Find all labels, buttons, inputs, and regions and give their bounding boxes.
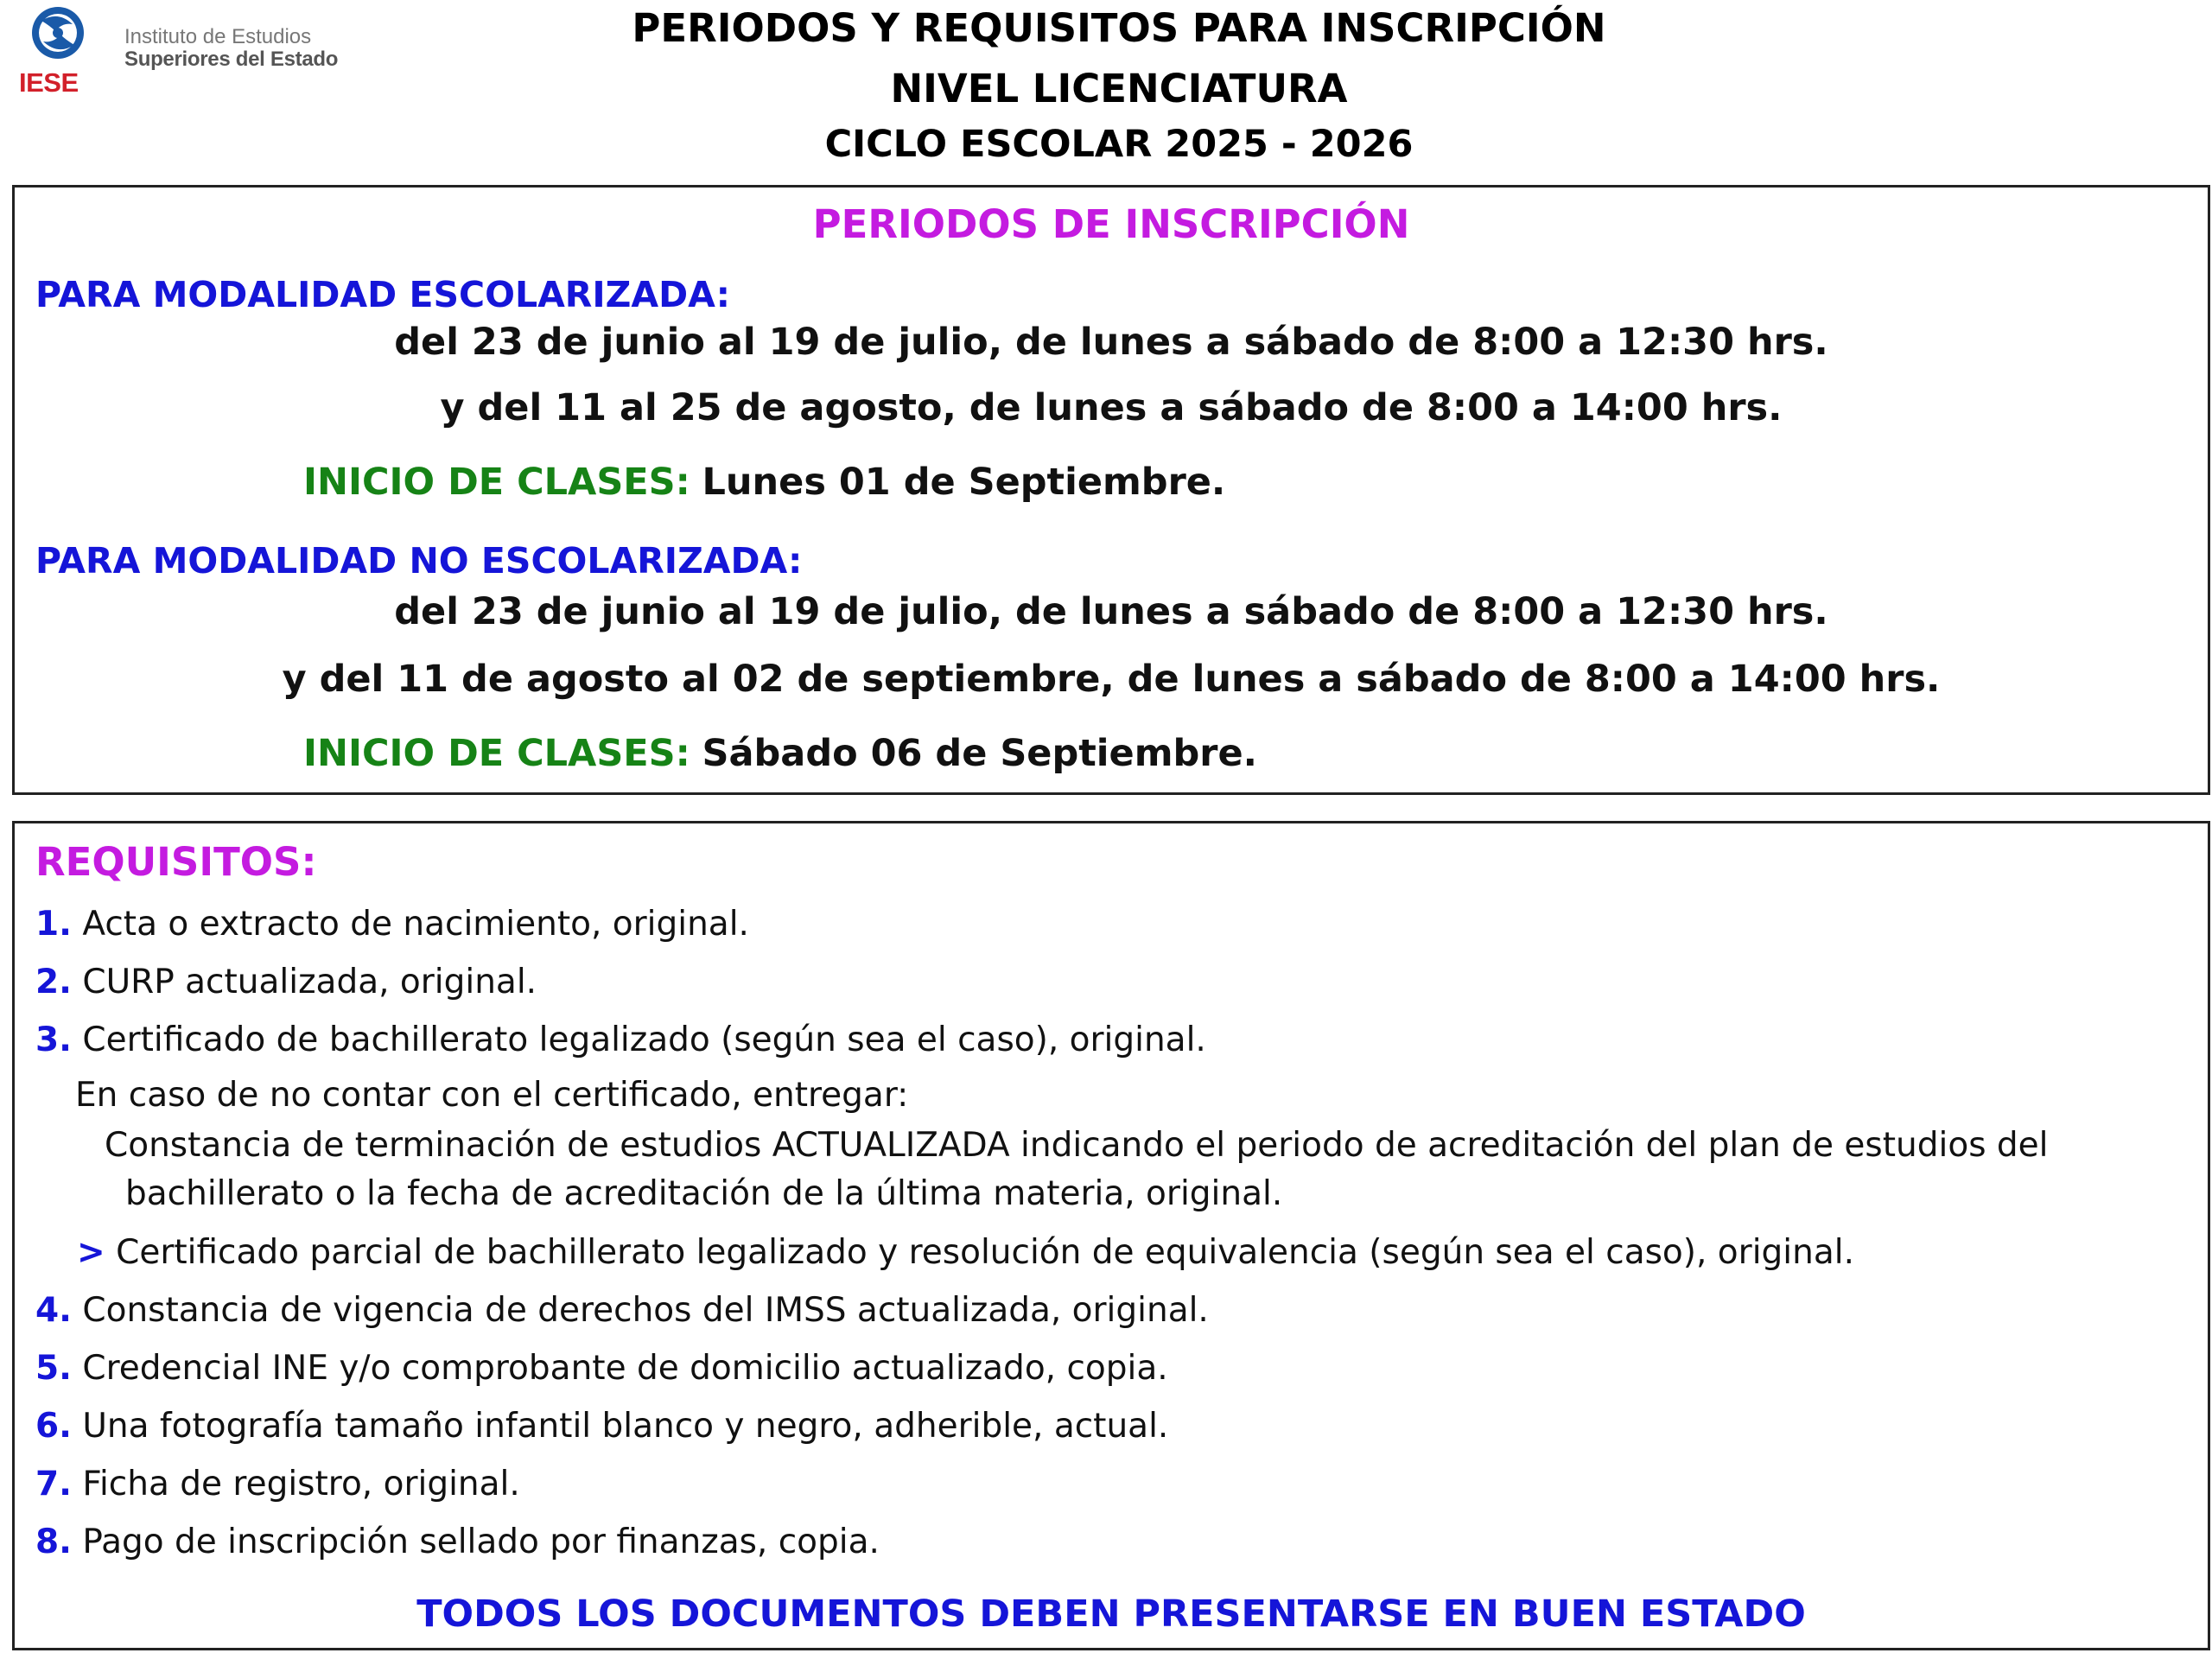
requirement-number: 3. — [35, 1020, 72, 1059]
requirement-text: Ficha de registro, original. — [82, 1465, 520, 1504]
requirement-number: 7. — [35, 1465, 72, 1504]
requirement-item — [35, 1407, 1168, 1446]
requirement-number: 2. — [35, 963, 72, 1001]
requirement-text: CURP actualizada, original. — [82, 963, 537, 1001]
requirement-number: 5. — [35, 1349, 72, 1388]
requirement-item — [35, 1465, 520, 1504]
requirement-item — [35, 1349, 1168, 1388]
escolarizada-start-label: INICIO DE CLASES: — [303, 461, 690, 504]
chevron-right-icon: > — [77, 1233, 105, 1272]
requirement-number: 6. — [35, 1407, 72, 1446]
no-escolarizada-period-1: del 23 de junio al 19 de julio, de lunes a sábado de 8:00 a 12:30 hrs. — [394, 590, 1828, 633]
alternative-option-1-line-1: Constancia de terminación de estudios ACTUALIZADA indicando el periodo de acreditación del plan de estudios del — [105, 1126, 2049, 1165]
requirements-heading: REQUISITOS: — [35, 839, 317, 885]
no-escolarizada-start — [303, 732, 1257, 775]
logo-wordmark — [124, 26, 338, 72]
requirements-section — [12, 821, 2210, 1650]
no-escolarizada-start-value: Sábado 06 de Septiembre. — [702, 732, 1257, 775]
requirement-text: Certificado de bachillerato legalizado (según sea el caso), original. — [82, 1020, 1206, 1059]
requirement-text: Una fotografía tamaño infantil blanco y negro, adherible, actual. — [82, 1407, 1169, 1446]
requirement-number: 1. — [35, 905, 72, 944]
alternative-option-1-line-2: bachillerato o la fecha de acreditación de la última materia, original. — [125, 1174, 1283, 1213]
logo-line-2: Superiores del Estado — [124, 48, 339, 72]
requirement-text: Pago de inscripción sellado por finanzas, copia. — [82, 1523, 880, 1561]
iese-emblem-icon — [29, 3, 86, 64]
periods-section — [12, 185, 2210, 795]
periods-heading: PERIODOS DE INSCRIPCIÓN — [812, 201, 1410, 247]
escolarizada-start-value: Lunes 01 de Septiembre. — [702, 461, 1226, 504]
escolarizada-label: PARA MODALIDAD ESCOLARIZADA: — [35, 274, 731, 315]
logo-line-1: Instituto de Estudios — [124, 25, 312, 48]
alternative-intro: En caso de no contar con el certificado, entregar: — [75, 1076, 909, 1115]
requirement-number: 4. — [35, 1291, 72, 1330]
alternative-option-2-text: Certificado parcial de bachillerato legalizado y resolución de equivalencia (según sea el caso), original. — [116, 1233, 1854, 1272]
escolarizada-start — [303, 461, 1225, 504]
requirement-item — [35, 1291, 1209, 1330]
requirement-item — [35, 905, 749, 944]
logo-acronym: IESE — [19, 67, 79, 98]
requirement-number: 8. — [35, 1523, 72, 1561]
alternative-option-2 — [77, 1233, 1854, 1272]
requirement-item — [35, 1020, 1206, 1059]
no-escolarizada-period-2: y del 11 de agosto al 02 de septiembre, de lunes a sábado de 8:00 a 14:00 hrs. — [282, 658, 1941, 701]
requirement-text: Credencial INE y/o comprobante de domicilio actualizado, copia. — [82, 1349, 1168, 1388]
document-title: PERIODOS Y REQUISITOS PARA INSCRIPCIÓN — [632, 5, 1606, 51]
escolarizada-period-2: y del 11 al 25 de agosto, de lunes a sábado de 8:00 a 14:00 hrs. — [440, 386, 1783, 429]
requirement-text: Acta o extracto de nacimiento, original. — [82, 905, 749, 944]
document-level: NIVEL LICENCIATURA — [890, 66, 1348, 111]
document-cycle: CICLO ESCOLAR 2025 - 2026 — [824, 123, 1414, 166]
no-escolarizada-label: PARA MODALIDAD NO ESCOLARIZADA: — [35, 540, 803, 582]
no-escolarizada-start-label: INICIO DE CLASES: — [303, 732, 690, 775]
escolarizada-period-1: del 23 de junio al 19 de julio, de lunes a sábado de 8:00 a 12:30 hrs. — [394, 321, 1828, 364]
iese-logo — [16, 3, 344, 97]
requirement-item — [35, 1523, 880, 1561]
requirement-item — [35, 963, 537, 1001]
requirement-text: Constancia de vigencia de derechos del IMSS actualizada, original. — [82, 1291, 1209, 1330]
documents-condition-notice: TODOS LOS DOCUMENTOS DEBEN PRESENTARSE EN BUEN ESTADO — [416, 1593, 1806, 1636]
